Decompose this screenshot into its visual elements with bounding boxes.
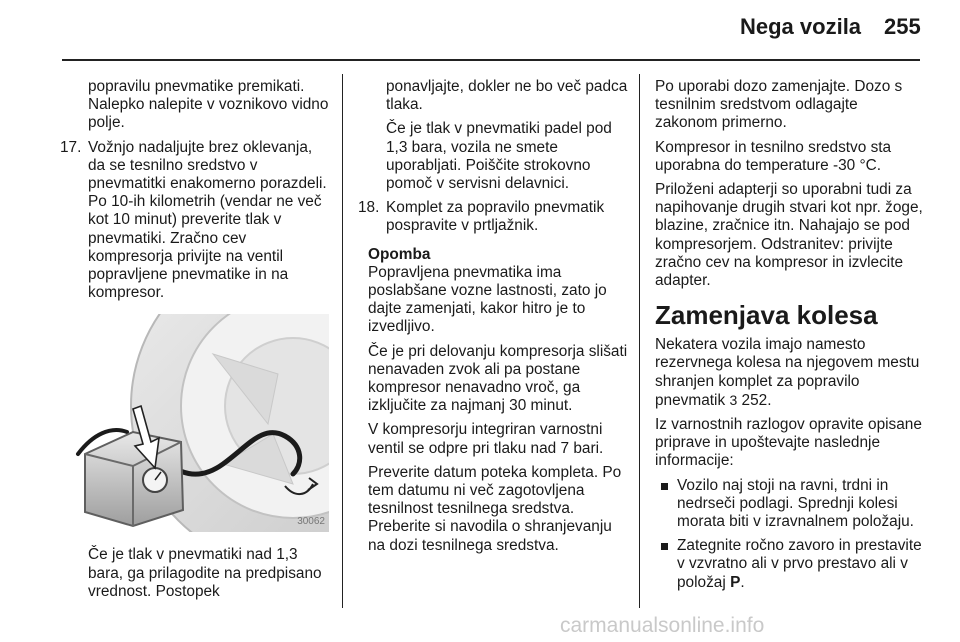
bullet-square-icon	[661, 483, 668, 490]
note-block	[358, 246, 630, 555]
continued-paragraph: popravilu pnevmatike premikati. Nalepko nalepite v voznikovo vidno polje.	[88, 78, 329, 132]
paragraph-low-pressure: Če je tlak v pnevmatiki padel pod 1,3 bara, vozila ne smete uporabljati. Poiščite strokovno pomoč v servisni delavnici.	[386, 120, 612, 193]
column-3	[655, 78, 923, 598]
intro-text: Nekatera vozila imajo namesto rezervnega kolesa na njegovem mestu shranjen komplet za popravilo pnevmatik	[655, 336, 920, 409]
step-17	[60, 139, 330, 303]
bullet-square-icon	[661, 543, 668, 550]
page-reference-icon: 3	[729, 391, 738, 408]
column-divider-2	[639, 74, 640, 608]
step-text: Komplet za popravilo pnevmatik pospravite v prtljažnik.	[386, 199, 605, 235]
reference-page: 252.	[741, 391, 772, 409]
note-heading: Opomba	[368, 245, 431, 263]
gear-position-p: P	[730, 573, 741, 591]
paragraph: Kompresor in tesnilno sredstvo sta uporabna do temperature -30 °C.	[655, 138, 892, 174]
note-paragraph: V kompresorju integriran varnostni ventil se odpre pri tlaku nad 7 bari.	[368, 421, 604, 457]
compressor-hose-tire-drawing	[63, 314, 329, 532]
column-1	[60, 78, 330, 607]
figure-number: 30062	[297, 516, 325, 528]
paragraph: Priloženi adapterji so uporabni tudi za napihovanje drugih stvari kot npr. žoge, blazine, zračnice itn. Nahajajo se pod kompresorjem. Odstranitev: privijte zračno cev na kompresor in izvlecite adapter.	[655, 181, 923, 290]
step-text: Vožnjo nadaljujte brez oklevanja, da se tesnilno sredstvo v pnevmatitki enakomerno porazdeli. Po 10-ih kilometrih (vendar ne več kot 10 minut) preverite tlak v pnevmatiki. Zračno cev kompresorja privijte na ventil popravljene pnevmatike in na kompresor.	[88, 138, 327, 302]
header-rule	[62, 59, 920, 61]
column-2	[358, 78, 630, 561]
paragraph-safety: Iz varnostnih razlogov opravite opisane priprave in upoštevajte naslednje informacije:	[655, 416, 922, 470]
bullet-text: Zategnite ročno zavoro in prestavite v vzvratno ali v prvo prestavo ali v položaj	[677, 537, 922, 591]
bullet-item	[655, 477, 923, 532]
compressor-illustration	[63, 314, 329, 532]
note-paragraph: Popravljena pnevmatika ima poslabšane vozne lastnosti, zato jo dajte zamenjati, kakor hitro je to izvedljivo.	[368, 263, 607, 336]
bullet-item	[655, 537, 923, 592]
note-paragraph: Preverite datum poteka kompleta. Po tem datumu ni več zagotovljena tesnilnost tesnilnega sredstva. Preberite si navodila o shranjevanju na dozi tesnilnega sredstva.	[368, 463, 622, 554]
column-divider-1	[342, 74, 343, 608]
paragraph-intro	[655, 336, 923, 410]
paragraph: Po uporabi dozo zamenjajte. Dozo s tesnilnim sredstvom odlagajte zakonom primerno.	[655, 78, 903, 132]
continued-paragraph: ponavljajte, dokler ne bo več padca tlaka.	[386, 78, 628, 114]
step-number: 17.	[60, 138, 82, 156]
page-number: 255	[884, 14, 921, 39]
bullet-end: .	[740, 573, 745, 591]
note-paragraph: Če je pri delovanju kompresorja slišati nenavaden zvok ali pa postane kompresor nenavadno vroč, ga izključite za najmanj 30 minut.	[368, 342, 628, 415]
step-18	[358, 199, 630, 235]
bullet-text: Vozilo naj stoji na ravni, trdni in nedrseči podlagi. Sprednji kolesi morata biti v izravnalnem položaju.	[677, 476, 914, 531]
section-heading: Zamenjava kolesa	[655, 300, 878, 331]
watermark: carmanualsonline.info	[560, 614, 765, 637]
step-number: 18.	[358, 199, 380, 217]
header-title: Nega vozila	[740, 14, 862, 39]
paragraph-adjust-pressure: Če je tlak v pnevmatiki nad 1,3 bara, ga prilagodite na predpisano vrednost. Postopek	[88, 546, 322, 600]
